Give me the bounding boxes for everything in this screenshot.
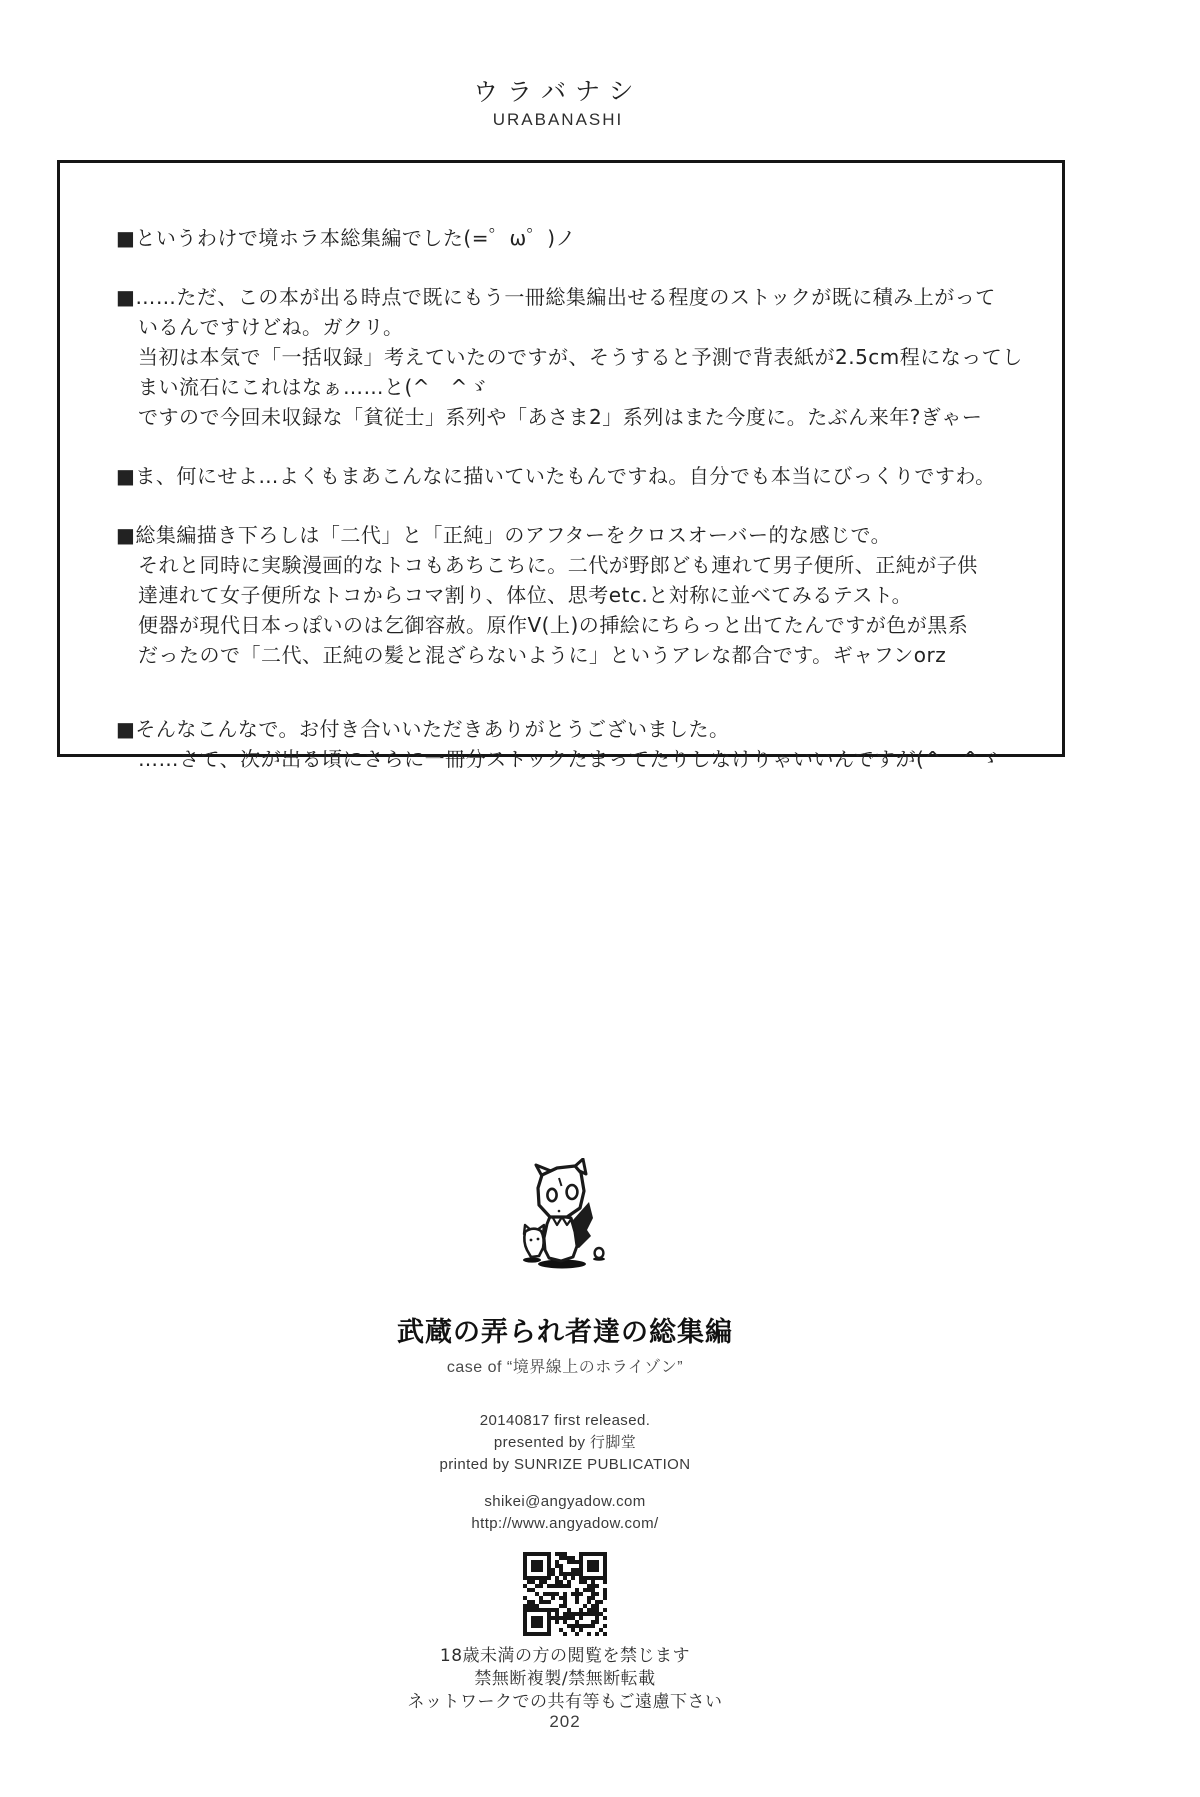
contact-email: shikei@angyadow.com — [484, 1493, 646, 1510]
afterword-line: まい流石にこれはなぁ……と(^ ^ゞ — [138, 375, 489, 399]
chibi-wolf-mascot-doodle — [513, 1158, 617, 1284]
afterword-line: ■総集編描き下ろしは「二代」と「正純」のアフターをクロスオーバー的な感じで。 — [116, 523, 892, 547]
page-number: 202 — [549, 1712, 581, 1731]
afterword-line: 便器が現代日本っぽいのは乞御容赦。原作V(上)の挿絵にちらっと出てたんですが色が黒系 — [138, 613, 969, 637]
afterword-line: ■そんなこんなで。お付き合いいただきありがとうございました。 — [116, 717, 730, 741]
logo-romaji: URABANASHI — [492, 110, 624, 129]
urabanashi-logo — [0, 72, 1116, 130]
presented-by: presented by 行脚堂 — [493, 1434, 637, 1451]
afterword-paragraph — [116, 282, 1038, 432]
afterword-line: ■というわけで境ホラ本総集編でした(=゜ω゜)ノ — [116, 226, 577, 250]
warnings-block — [0, 1645, 1130, 1714]
afterword-line: だったので「二代、正純の髪と混ざらないように」というアレな都合です。ギャフンorz — [138, 643, 947, 667]
afterword-line: 当初は本気で「一括収録」考えていたのですが、そうすると予測で背表紙が2.5cm程になってし — [138, 345, 1023, 369]
warning-line: ネットワークでの共有等もご遠慮下さい — [407, 1692, 723, 1712]
contact-url: http://www.angyadow.com/ — [471, 1515, 659, 1532]
printed-by: printed by SUNRIZE PUBLICATION — [439, 1456, 691, 1473]
warning-line: 禁無断複製/禁無断転載 — [474, 1669, 656, 1689]
afterword-line: それと同時に実験漫画的なトコもあちこちに。二代が野郎ども連れて男子便所、正純が子供 — [138, 553, 978, 577]
afterword-line: ですので今回未収録な「貧従士」系列や「あさま2」系列はまた今度に。たぶん来年?ぎゃー — [138, 405, 983, 429]
afterword-paragraph — [116, 714, 1038, 774]
release-date: 20140817 first released. — [479, 1412, 651, 1429]
qr-code — [523, 1552, 607, 1636]
afterword-line: ■……ただ、この本が出る時点で既にもう一冊総集編出せる程度のストックが既に積み上がって — [116, 285, 996, 309]
afterword-line: 達連れて女子便所なトコからコマ割り、体位、思考etc.と対称に並べてみるテスト。 — [138, 583, 913, 607]
book-title: 武蔵の弄られ者達の総集編 — [397, 1317, 733, 1348]
afterword-line: ……さて、次が出る頃にさらに一冊分ストックたまってたりしなけりゃいいんですが(^ ^ゞ — [138, 747, 1000, 771]
afterword-box — [57, 160, 1065, 771]
afterword-line: ■ま、何にせよ…よくもまあこんなに描いていたもんですね。自分でも本当にびっくりですわ。 — [116, 464, 996, 488]
logo-katakana: ウラバナシ — [473, 76, 643, 107]
afterword-paragraph — [116, 223, 1038, 253]
release-info — [0, 1410, 1130, 1476]
book-subtitle: case of “境界線上のホライゾン” — [446, 1359, 684, 1376]
afterword-line: いるんですけどね。ガクリ。 — [138, 315, 404, 339]
contact-info — [0, 1491, 1130, 1535]
afterword-paragraph — [116, 520, 1038, 670]
afterword-paragraph — [116, 461, 1038, 491]
warning-line: 18歳未満の方の閲覧を禁じます — [439, 1646, 691, 1666]
colophon — [0, 1158, 1130, 1714]
